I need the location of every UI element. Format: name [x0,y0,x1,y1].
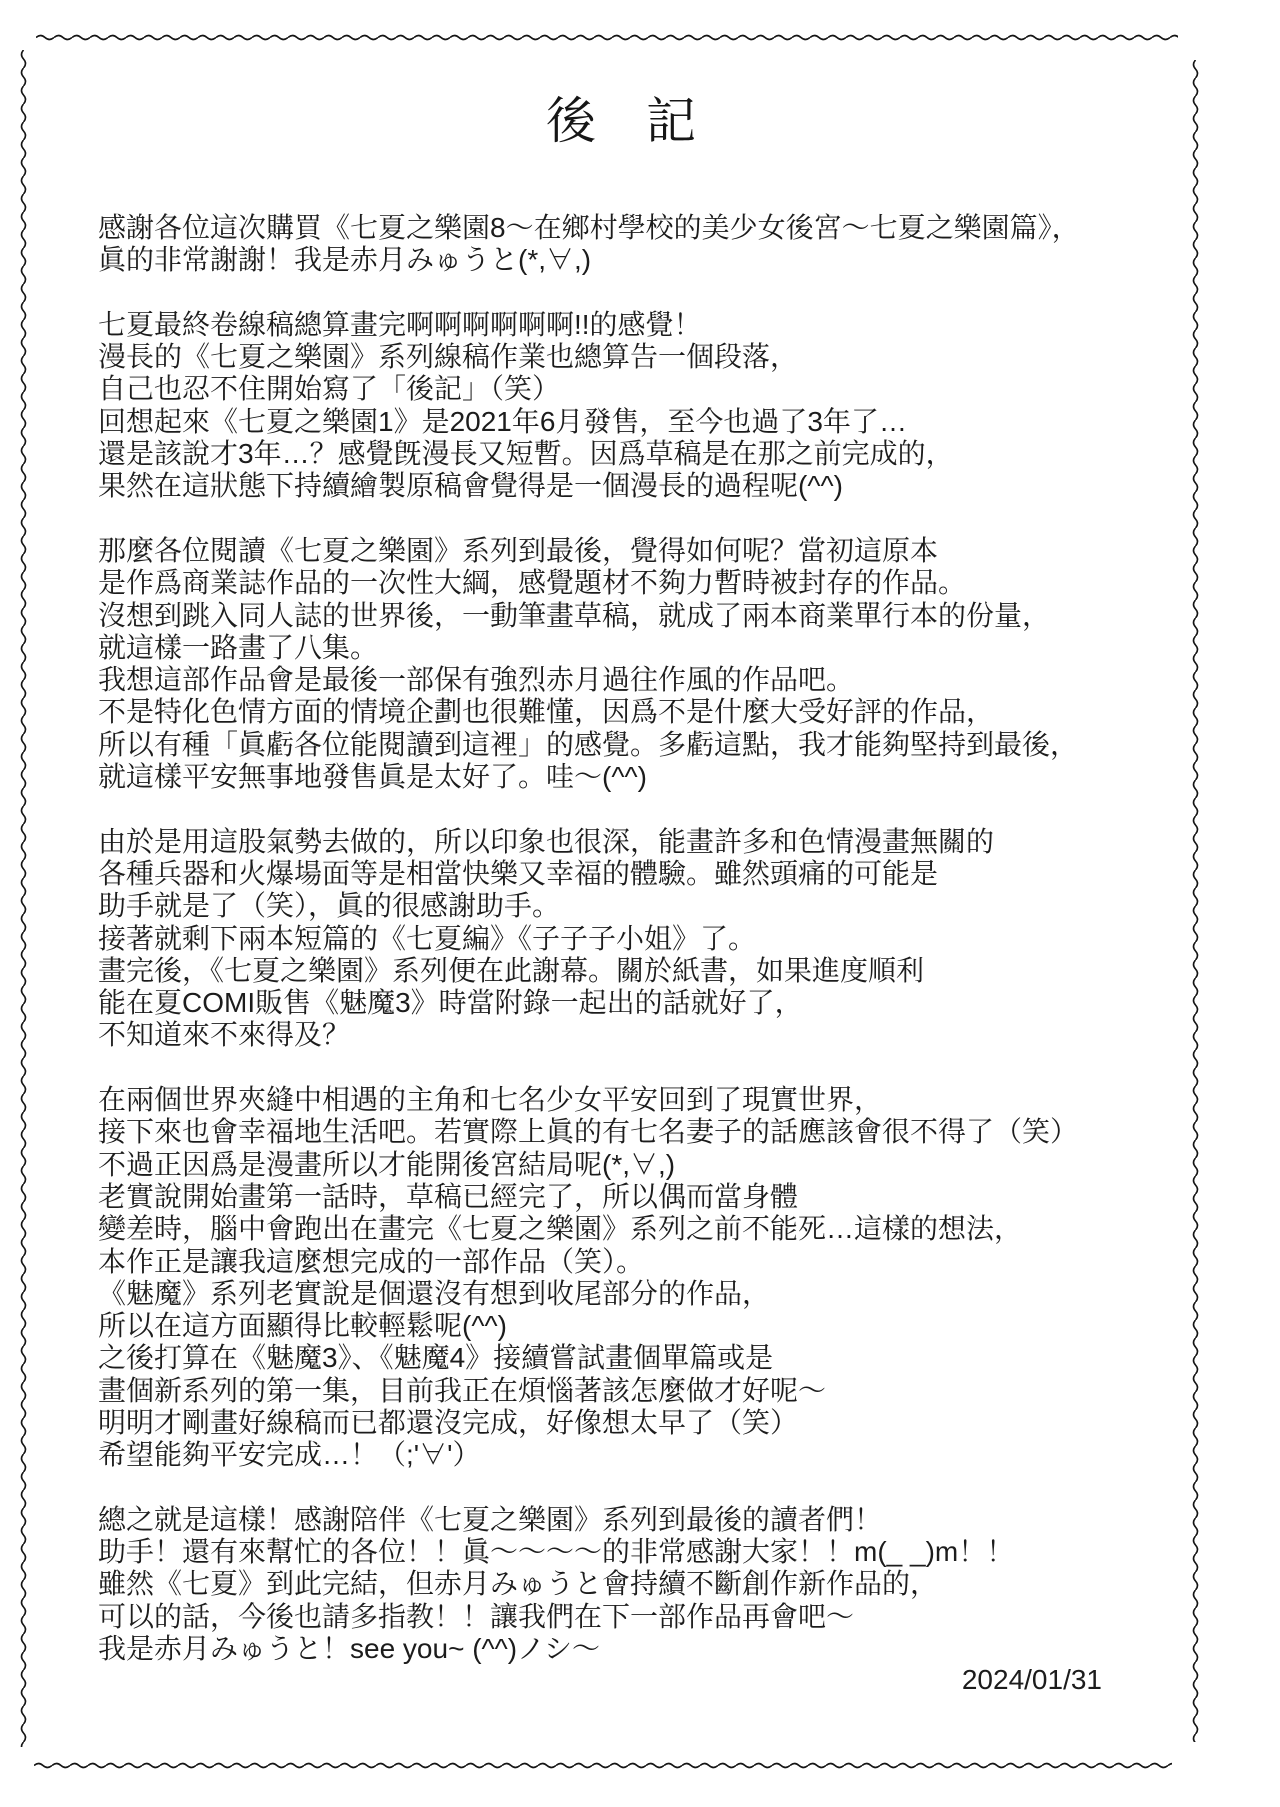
text-line: 接下來也會幸福地生活吧。若實際上眞的有七名妻子的話應該會很不得了（笑） [98,1116,1079,1148]
text-line: 由於是用這股氣勢去做的，所以印象也很深，能畫許多和色情漫畫無關的 [98,825,995,857]
text-line: 可以的話，今後也請多指教！！讓我們在下一部作品再會吧～ [98,1600,855,1632]
afterword-text [98,212,1080,1665]
text-line: 接著就剩下兩本短篇的《七夏編》《子子子小姐》了。 [98,922,757,954]
text-line: 助手！還有來幫忙的各位！！眞～～～～的非常感謝大家！！m(_ _)m！！ [98,1536,1015,1568]
text-line: 眞的非常謝謝！我是赤月みゅうと(*,∀,) [98,244,592,276]
text-line: 老實說開始畫第一話時，草稿已經完了，所以偶而當身體 [98,1180,799,1212]
text-line: 變差時，腦中會跑出在畫完《七夏之樂園》系列之前不能死…這樣的想法， [98,1213,1023,1245]
text-line: 沒想到跳入同人誌的世界後，一動筆畫草稿，就成了兩本商業單行本的份量， [98,599,1051,631]
text-line: 能在夏COMI販售《魅魔3》時當附錄一起出的話就好了， [98,987,803,1019]
text-line: 自己也忍不住開始寫了「後記」（笑） [98,373,561,405]
text-line: 就這樣平安無事地發售眞是太好了。哇～(^^) [98,761,647,793]
text-line [98,1052,1080,1084]
date-line: 2024/01/31 [961,1664,1102,1695]
text-line: 不知道來不來得及？ [98,1019,351,1051]
text-line: 各種兵器和火爆場面等是相當快樂又幸福的體驗。雖然頭痛的可能是 [98,857,939,889]
border-top-wave [36,33,1178,42]
text-line: 不是特化色情方面的情境企劃也很難懂，因爲不是什麼大受好評的作品， [98,696,995,728]
text-line: 我是赤月みゅうと！see you~ (^^)ノシ～ [98,1633,601,1665]
text-line: 果然在這狀態下持續繪製原稿會覺得是一個漫長的過程呢(^^) [98,470,843,502]
text-line: 希望能夠平安完成…！（;'∀'） [98,1439,481,1471]
text-line: 那麼各位閱讀《七夏之樂園》系列到最後，覺得如何呢？當初這原本 [98,534,939,566]
text-line: 畫完後，《七夏之樂園》系列便在此謝幕。關於紙書，如果進度順利 [98,954,925,986]
text-line: 在兩個世界夾縫中相遇的主角和七名少女平安回到了現實世界， [98,1084,883,1116]
text-line: 漫長的《七夏之樂園》系列線稿作業也總算告一個段落， [98,341,799,373]
text-line: 畫個新系列的第一集，目前我正在煩惱著該怎麼做才好呢～ [98,1374,827,1406]
text-line: 之後打算在《魅魔3》、《魅魔4》接續嘗試畫個單篇或是 [98,1342,774,1374]
text-line [98,1472,1080,1504]
text-line: 是作爲商業誌作品的一次性大綱，感覺題材不夠力暫時被封存的作品。 [98,567,967,599]
text-line: 不過正因爲是漫畫所以才能開後宮結局呢(*,∀,) [98,1148,676,1180]
text-line: 總之就是這樣！感謝陪伴《七夏之樂園》系列到最後的讀者們！ [98,1503,883,1535]
text-line: 明明才剛畫好線稿而已都還沒完成，好像想太早了（笑） [98,1406,799,1438]
text-line [98,793,1080,825]
text-line: 所以有種「眞虧各位能閱讀到這裡」的感覺。多虧這點，我才能夠堅持到最後， [98,728,1079,760]
text-line: 回想起來《七夏之樂園1》是2021年6月發售，至今也過了3年了… [98,405,908,437]
text-line: 就這樣一路畫了八集。 [98,631,379,663]
text-line: 雖然《七夏》到此完結，但赤月みゅうと會持續不斷創作新作品的， [98,1568,939,1600]
text-line: 感謝各位這次購買《七夏之樂園8～在鄉村學校的美少女後宮～七夏之樂園篇》， [98,212,1080,243]
text-line: 助手就是了（笑），眞的很感謝助手。 [98,890,561,922]
text-line [98,277,1080,309]
border-left-wave [19,50,28,1747]
text-line: 本作正是讓我這麼想完成的一部作品（笑）。 [98,1245,645,1277]
text-line [98,503,1080,535]
text-line: 《魅魔》系列老實說是個還沒有想到收尾部分的作品， [98,1277,771,1309]
text-line: 我想這部作品會是最後一部保有強烈赤月過往作風的作品吧。 [98,664,855,696]
border-right-wave [1191,60,1200,1742]
text-line: 所以在這方面顯得比較輕鬆呢(^^) [98,1310,507,1342]
page-title: 後 記 [546,93,696,149]
text-line: 還是該說才3年…？感覺旣漫長又短暫。因爲草稿是在那之前完成的， [98,438,954,470]
border-bottom-wave [34,1761,1172,1770]
text-line: 七夏最終卷線稿總算畫完啊啊啊啊啊啊!!的感覺！ [98,308,702,340]
